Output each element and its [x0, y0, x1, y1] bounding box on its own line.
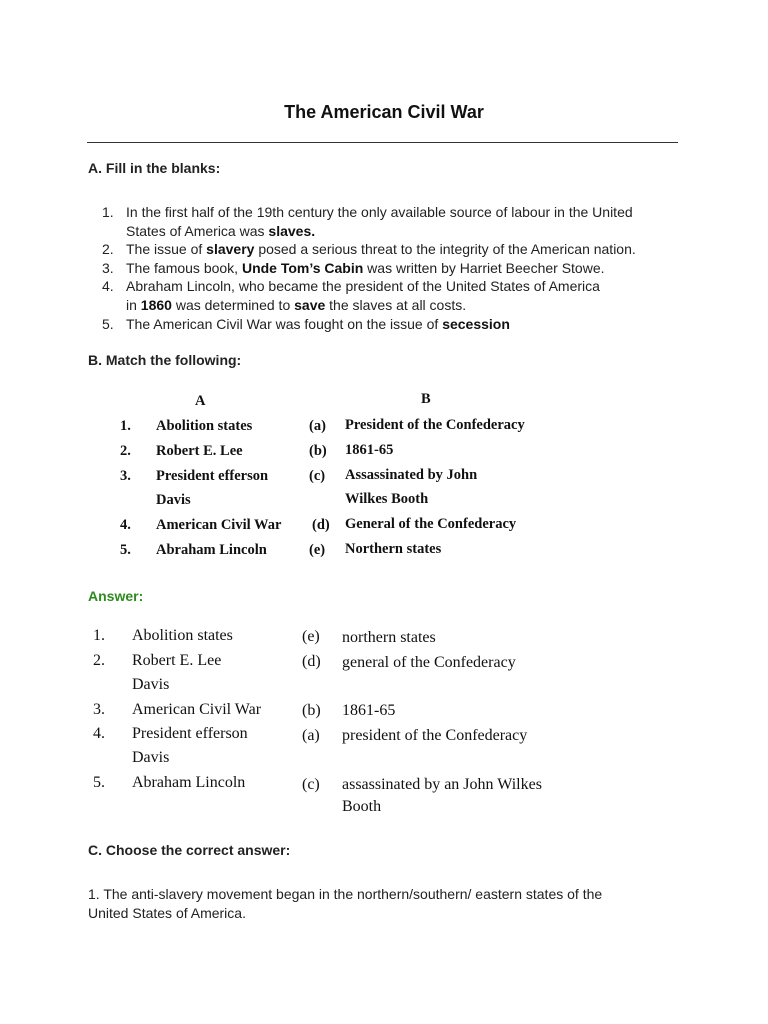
item-text: in: [126, 296, 141, 313]
question-text: 1. The anti-slavery movement began in the northern/southern/ eastern states of the: [88, 886, 603, 902]
item-text: was determined to: [171, 296, 295, 313]
list-item: [88, 240, 688, 259]
row-number: 1.: [93, 627, 105, 644]
column-a-cell: American Civil War: [156, 517, 282, 533]
item-number: 5.: [102, 315, 114, 332]
column-b-cell: president of the Confederacy: [342, 727, 528, 744]
answer-table: [0, 620, 768, 825]
column-b-cell: Assassinated by John: [345, 467, 478, 483]
fill-in-blanks-list: [88, 203, 688, 333]
item-text: The famous book,: [126, 259, 242, 276]
question-text: United States of America.: [88, 904, 246, 921]
column-a-cell: Davis: [132, 749, 170, 766]
column-a-cell: Robert E. Lee: [156, 443, 243, 459]
row-number: 4.: [120, 517, 131, 533]
row-letter: (e): [302, 628, 320, 645]
row-letter: (a): [309, 418, 326, 434]
item-text: the slaves at all costs.: [325, 296, 467, 313]
item-answer: 1860: [140, 296, 172, 313]
item-answer: Unde Tom’s Cabin: [241, 259, 364, 276]
item-answer: slaves.: [268, 222, 316, 239]
item-number: 3.: [102, 259, 114, 276]
column-a-header: A: [195, 393, 206, 409]
column-b-cell: General of the Confederacy: [345, 516, 517, 532]
row-letter: (c): [309, 468, 326, 484]
column-b-cell: 1861-65: [345, 442, 394, 458]
column-a-cell: President efferson: [156, 468, 269, 484]
list-item: [88, 259, 688, 278]
row-number: 3.: [120, 468, 131, 484]
row-letter: (b): [302, 702, 321, 719]
item-text: The issue of: [126, 241, 207, 258]
match-table: [0, 388, 768, 568]
section-c-heading: C. Choose the correct answer:: [88, 842, 291, 858]
row-letter: (a): [302, 727, 320, 744]
item-number: 4.: [102, 278, 114, 295]
page-title: The American Civil War: [284, 102, 484, 122]
item-text: posed a serious threat to the integrity of the American nation.: [254, 241, 636, 258]
section-a-heading: A. Fill in the blanks:: [88, 160, 221, 176]
column-a-cell: Abraham Lincoln: [156, 542, 267, 558]
row-number: 3.: [93, 701, 105, 718]
item-answer: secession: [442, 315, 510, 332]
row-letter: (c): [302, 776, 320, 793]
title-divider: [87, 142, 678, 143]
column-a-cell: Abolition states: [156, 418, 253, 434]
row-letter: (b): [309, 443, 327, 459]
item-number: 1.: [102, 204, 114, 220]
question-1: [88, 885, 688, 922]
column-a-cell: Davis: [156, 492, 191, 508]
item-text: States of America was: [126, 222, 269, 239]
row-number: 4.: [93, 725, 105, 742]
item-text: In the first half of the 19th century the only available source of labour in the United: [126, 204, 633, 220]
list-item: [88, 315, 688, 334]
column-b-cell: Booth: [342, 798, 382, 815]
column-b-cell: Wilkes Booth: [345, 491, 429, 507]
column-a-cell: Davis: [132, 676, 170, 693]
answer-label: Answer:: [88, 588, 144, 604]
column-b-cell: assassinated by an John Wilkes: [342, 776, 542, 793]
column-b-cell: general of the Confederacy: [342, 654, 516, 671]
list-item: [88, 203, 688, 240]
item-text: was written by Harriet Beecher Stowe.: [363, 259, 605, 276]
column-b-cell: 1861-65: [342, 702, 396, 719]
column-b-cell: northern states: [342, 629, 436, 646]
item-number: 2.: [102, 241, 114, 258]
item-text: Abraham Lincoln, who became the president of the United States of America: [126, 278, 600, 295]
row-number: 2.: [120, 443, 131, 459]
item-text: The American Civil War was fought on the issue of: [126, 315, 443, 332]
column-b-header: B: [421, 391, 431, 407]
row-number: 1.: [120, 418, 131, 434]
list-item: [88, 277, 688, 314]
row-letter: (d): [312, 517, 330, 533]
row-letter: (d): [302, 653, 321, 670]
row-number: 2.: [93, 652, 105, 669]
column-a-cell: Abolition states: [132, 627, 233, 644]
item-answer: save: [294, 296, 326, 313]
column-b-cell: Northern states: [345, 541, 442, 557]
column-b-cell: President of the Confederacy: [345, 417, 525, 433]
column-a-cell: President efferson: [132, 725, 248, 742]
column-a-cell: Robert E. Lee: [132, 652, 222, 669]
column-a-cell: American Civil War: [132, 701, 262, 718]
section-b-heading: B. Match the following:: [88, 352, 242, 368]
row-number: 5.: [120, 542, 131, 558]
column-a-cell: Abraham Lincoln: [132, 774, 246, 791]
row-letter: (e): [309, 542, 326, 558]
row-number: 5.: [93, 774, 105, 791]
item-answer: slavery: [206, 241, 255, 258]
